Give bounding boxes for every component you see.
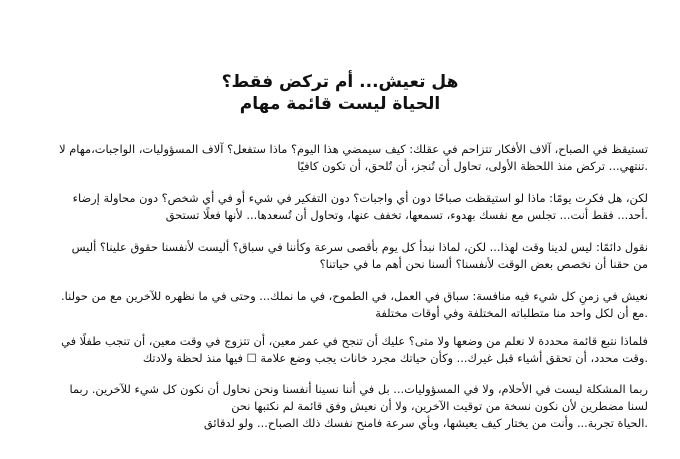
- paragraph-line: .أحد... فقط أنت... تجلس مع نفسك بهدوء، تسمعها، تخفف عنها، وتحاول أن تُسعدها... لأنها فعلًا تستحق: [165, 208, 648, 222]
- paragraph-1: [32, 141, 648, 175]
- paragraph-line: .الحياة تجربة... وأنت من يختار كيف يعيشها، وبأي سرعة فامنح نفسك ذلك الصباح... ولو لدقائق: [203, 416, 648, 430]
- paragraph-4: [32, 288, 648, 322]
- paragraph-line: .وقت محدد، أن تحقق أشياء قبل غيرك... وكأن حياتك مجرد خانات يجب وضع علامة ☐ فيها منذ لحظة ولادتك: [142, 351, 648, 365]
- paragraph-2: [32, 190, 648, 224]
- paragraph-line: .مع أن لكل واحد منا متطلباته المختلفة وفي أوقات مختلفة: [375, 306, 648, 320]
- paragraph-3: [32, 239, 648, 273]
- paragraph-line: ربما المشكلة ليست في الأحلام، ولا في المسؤوليات... بل في أننا نسينا أنفسنا ونحن نحاول أن نكون كل شيء للآخرين. ربما: [69, 382, 648, 396]
- paragraph-line: لسنا مضطرين لأن نكون نسخة من توقيت الآخرين، ولا أن نعيش وفق قائمة لم نكتبها نحن: [231, 399, 648, 413]
- paragraph-6: [32, 381, 648, 432]
- document-title: هل تعيش... أم تركض فقط؟: [221, 72, 459, 92]
- paragraph-line: فلماذا نتبع قائمة محددة لا نعلم من وضعها ولا متى؟ عليك أن تنجح في عمر معين، أن تتزوج في وقت معين، أن تنجب طفلًا في: [61, 334, 648, 348]
- paragraph-line: تستيقظ في الصباح، آلاف الأفكار تتزاحم في عقلك: كيف سيمضي هذا اليوم؟ ماذا ستفعل؟ آلاف المسؤوليات، الواجبات،مهام لا: [59, 142, 648, 156]
- paragraph-line: من حقنا أن نخصص بعض الوقت لأنفسنا؟ ألسنا نحن أهم ما في حياتنا؟: [319, 257, 648, 271]
- paragraph-5: [32, 333, 648, 367]
- paragraph-line: نقول دائمًا: ليس لدينا وقت لهذا... لكن، لماذا نبدأ كل يوم بأقصى سرعة وكأننا في سباق؟ أليست لأنفسنا حقوق علينا؟ أليس: [71, 240, 648, 254]
- paragraph-line: لكن، هل فكرت يومًا: ماذا لو استيقظت صباحًا دون أي واجبات؟ دون التفكير في شيء أو في أي شخص؟ دون محاولة إرضاء: [72, 191, 648, 205]
- paragraph-line: نعيش في زمنٍ كل شيء فيه منافسة: سباق في العمل، في الطموح، في ما نملك... وحتى في ما نظهره للآخرين مع من حولنا.: [61, 289, 648, 303]
- document-subtitle: الحياة ليست قائمة مهام: [239, 94, 441, 114]
- paragraph-line: .تنتهي... تركض منذ اللحظة الأولى، تحاول أن تُنجز، أن تُلحق، أن تكون كافيًا: [297, 159, 648, 173]
